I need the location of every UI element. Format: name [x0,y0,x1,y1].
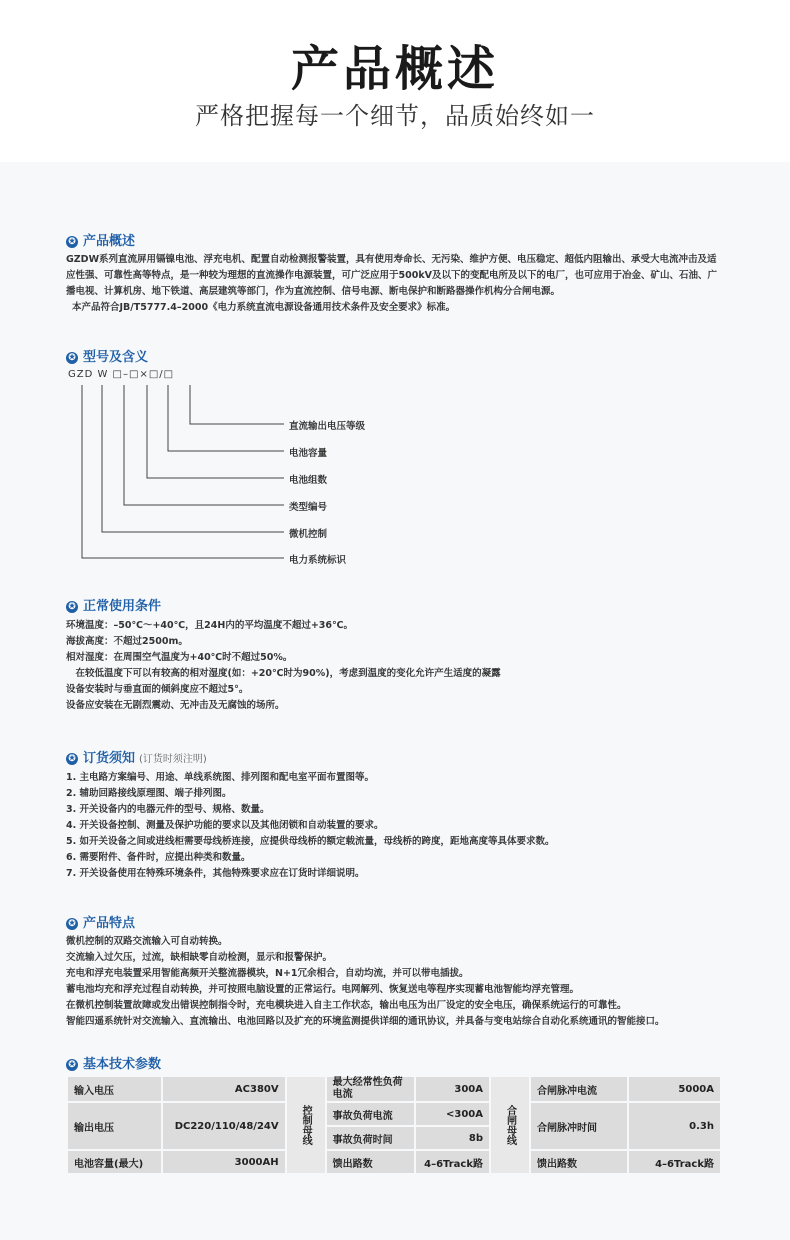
param-key: 输入电压 [68,1077,161,1101]
connector-line [102,385,284,532]
settings-icon: ✪ [66,352,78,364]
param-key: 合闸脉冲电流 [531,1077,627,1101]
header [0,0,790,162]
condition-line: 海拔高度：不超过2500m。 [66,636,188,647]
settings-icon: ✪ [66,601,78,613]
model-label: 电池容量 [289,448,328,459]
section-title-features: ✪ 产品特点 [66,912,135,931]
params-table [66,1075,722,1175]
param-value: 5000A [629,1077,720,1101]
param-value: <300A [416,1103,489,1125]
param-value: 0.3h [629,1103,720,1149]
param-value: 8b [416,1127,489,1149]
page-subtitle: 严格把握每一个细节，品质始终如一 [195,102,595,130]
param-key: 最大经常性负荷电流 [327,1077,415,1101]
group-label-closing-bus: 合闸母线 [491,1077,529,1173]
condition-line: 环境温度：–50℃～+40℃，且24H内的平均温度不超过+36℃。 [66,620,354,631]
param-key: 馈出路数 [531,1151,627,1173]
model-label: 直流输出电压等级 [289,421,366,432]
param-key: 事故负荷电流 [327,1103,415,1125]
section-title-params: ✪ 基本技术参数 [66,1053,161,1072]
model-code: GZD W □–□×□/□ [68,369,175,380]
param-value: 4–6Track路 [416,1151,489,1173]
overview-standard: 本产品符合JB/T5777.4–2000《电力系统直流电源设备通用技术条件及安全要求》标准。 [72,302,456,313]
param-value: 4–6Track路 [629,1151,720,1173]
section-title-overview: ✪ 产品概述 [66,230,135,249]
settings-icon: ✪ [66,918,78,930]
feature-line: 充电和浮充电装置采用智能高频开关整流器模块，N+1冗余相合，自动均流，并可以带电插拔。 [66,968,469,979]
param-key: 电池容量(最大) [68,1151,161,1173]
condition-line: 在较低温度下可以有较高的相对湿度(如：+20℃时为90%)，考虑到温度的变化允许产生适度的凝露 [66,668,501,679]
condition-line: 相对湿度：在周围空气温度为+40℃时不超过50%。 [66,652,293,663]
condition-line: 设备应安装在无剧烈震动、无冲击及无腐蚀的场所。 [66,700,285,711]
param-value: AC380V [163,1077,284,1101]
table-row [68,1103,720,1125]
ordering-line: 5. 如开关设备之间或进线柜需要母线桥连接，应提供母线桥的额定载流量，母线桥的跨度，距地高度等具体要求数。 [66,836,555,847]
param-key: 事故负荷时间 [327,1127,415,1149]
ordering-line: 4. 开关设备控制、测量及保护功能的要求以及其他闭锁和自动装置的要求。 [66,820,384,831]
section-title-ordering: ✪ 订货须知 (订货时须注明) [66,747,207,766]
section-title-conditions: ✪ 正常使用条件 [66,595,161,614]
ordering-line: 1. 主电路方案编号、用途、单线系统图、排列图和配电室平面布置图等。 [66,772,375,783]
connector-line [190,385,284,424]
model-label: 电池组数 [289,475,328,486]
condition-line: 设备安装时与垂直面的倾斜度应不超过5°。 [66,684,249,695]
table-row [68,1151,720,1173]
model-label: 类型编号 [289,502,328,513]
model-label: 电力系统标识 [289,555,347,566]
param-value: 3000AH [163,1151,284,1173]
connector-line [124,385,284,505]
page-title: 产品概述 [290,41,499,97]
param-key: 输出电压 [68,1103,161,1149]
feature-line: 微机控制的双路交流输入可自动转换。 [66,936,228,947]
param-value: 300A [416,1077,489,1101]
feature-line: 智能四遥系统针对交流输入、直流输出、电池回路以及扩充的环境监测提供详细的通讯协议，并具备与变电站综合自动化系统通讯的智能接口。 [66,1016,665,1027]
overview-text: GZDW系列直流屏用镉镍电池、浮充电机、配置自动检测报警装置，具有使用寿命长、无污染、维护方便、电压稳定、超低内阻输出、承受大电流冲击及适应性强、可靠性高等特点，是一种较为理想的直流操作电源装置，可广泛应用于500kV及以下的变配电所及以下的电厂，也可应用于冶金、矿山、石油、广播电视、计算机房、地下铁道、高层建筑等部门，作为直流控制、信号电源、断电保护和断路器操作机构分合闸电源。 [66,254,718,297]
feature-line: 交流输入过欠压，过流，缺相缺零自动检测，显示和报警保护。 [66,952,333,963]
connector-line [168,385,284,451]
feature-line: 在微机控制装置故障或发出错误控制指令时，充电模块进入自主工作状态，输出电压为出厂设定的安全电压，确保系统运行的可靠性。 [66,1000,627,1011]
ordering-line: 6. 需要附件、备件时，应提出种类和数量。 [66,852,251,863]
param-key: 合闸脉冲时间 [531,1103,627,1149]
table-row [68,1077,720,1101]
settings-icon: ✪ [66,753,78,765]
settings-icon: ✪ [66,1059,78,1071]
model-diagram [0,380,790,570]
ordering-line: 2. 辅助回路接线原理图、端子排列图。 [66,788,232,799]
ordering-line: 7. 开关设备使用在特殊环境条件，其他特殊要求应在订货时详细说明。 [66,868,365,879]
feature-line: 蓄电池均充和浮充过程自动转换，并可按照电脑设置的正常运行。电网解列、恢复送电等程序实现蓄电池智能均浮充管理。 [66,984,580,995]
ordering-line: 3. 开关设备内的电器元件的型号、规格、数量。 [66,804,270,815]
group-label-control-bus: 控制母线 [287,1077,325,1173]
param-value: DC220/110/48/24V [163,1103,284,1149]
section-title-model: ✪ 型号及含义 [66,346,148,365]
param-key: 馈出路数 [327,1151,415,1173]
settings-icon: ✪ [66,236,78,248]
model-label: 微机控制 [289,529,328,540]
